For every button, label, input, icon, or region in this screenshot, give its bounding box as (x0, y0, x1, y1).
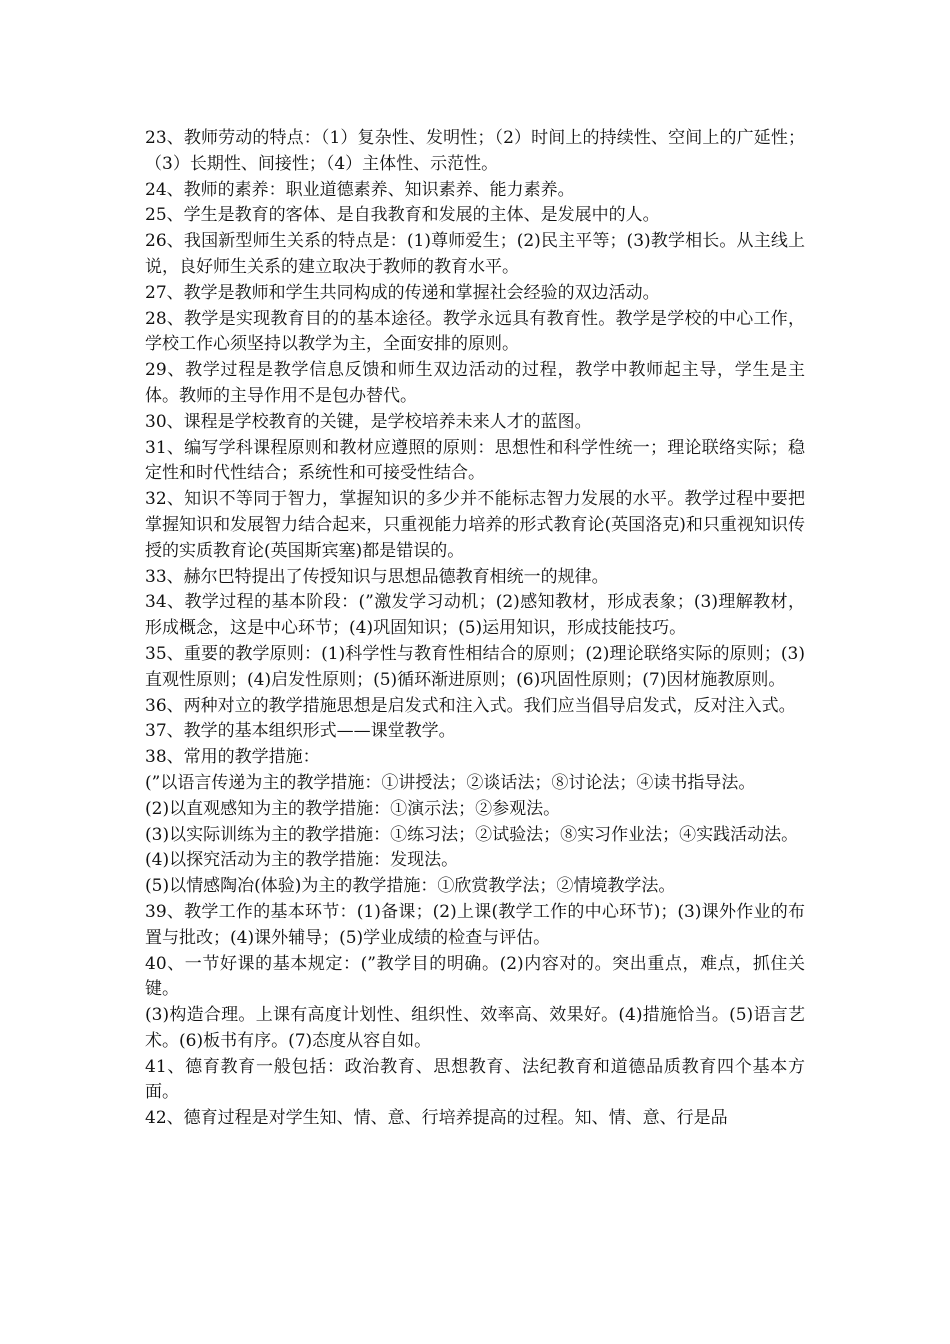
paragraph-40-continued: (3)构造合理。上课有高度计划性、组织性、效率高、效果好。(4)措施恰当。(5)语言艺术。(6)板书有序。(7)态度从容自如。 (145, 1005, 805, 1051)
paragraph-42: 42、德育过程是对学生知、情、意、行培养提高的过程。知、情、意、行是品 (145, 1108, 728, 1129)
paragraph-33: 33、赫尔巴特提出了传授知识与思想品德教育相统一的规律。 (145, 566, 609, 587)
paragraph-34: 34、教学过程的基本阶段：(”激发学习动机；(2)感知教材，形成表象；(3)理解教材，形成概念，这是中心环节；(4)巩固知识；(5)运用知识，形成技能技巧。 (145, 592, 805, 639)
paragraph-31: 31、编写学科课程原则和教材应遵照的原则：思想性和科学性统一；理论联络实际；稳定性和时代性结合；系统性和可接受性结合。 (145, 437, 805, 484)
paragraph-29: 29、教学过程是教学信息反馈和师生双边活动的过程，教学中教师起主导，学生是主体。教师的主导作用不是包办替代。 (145, 360, 805, 406)
paragraph-39: 39、教学工作的基本环节：(1)备课；(2)上课(教学工作的中心环节)；(3)课外作业的布置与批改；(4)课外辅导；(5)学业成绩的检查与评估。 (145, 901, 805, 948)
paragraph-38-item-2: (2)以直观感知为主的教学措施：①演示法；②参观法。 (145, 798, 561, 819)
paragraph-38-item-4: (4)以探究活动为主的教学措施：发现法。 (145, 850, 459, 871)
paragraph-30: 30、课程是学校教育的关键，是学校培养未来人才的蓝图。 (145, 411, 592, 432)
paragraph-35: 35、重要的教学原则：(1)科学性与教育性相结合的原则；(2)理论联络实际的原则；(3)直观性原则；(4)启发性原则；(5)循环渐进原则；(6)巩固性原则；(7)因材施教原则。 (145, 643, 805, 690)
paragraph-40: 40、一节好课的基本规定：(”教学目的明确。(2)内容对的。突出重点，难点，抓住关键。 (145, 953, 805, 1000)
paragraph-32: 32、知识不等同于智力，掌握知识的多少并不能标志智力发展的水平。教学过程中要把掌握知识和发展智力结合起来，只重视能力培养的形式教育论(英国洛克)和只重视知识传授的实质教育论(英国斯宾塞)都是错误的。 (145, 489, 805, 561)
paragraph-23: 23、教师劳动的特点：（1）复杂性、发明性；（2）时间上的持续性、空间上的广延性；（3）长期性、间接性；（4）主体性、示范性。 (145, 128, 805, 174)
paragraph-28: 28、教学是实现教育目的的基本途径。教学永远具有教育性。教学是学校的中心工作，学校工作心须坚持以教学为主，全面安排的原则。 (145, 308, 805, 355)
document-body (145, 126, 805, 1132)
paragraph-38-item-1: (”以语言传递为主的教学措施：①讲授法；②谈话法；⑧讨论法；④读书指导法。 (145, 772, 756, 793)
paragraph-24: 24、教师的素养：职业道德素养、知识素养、能力素养。 (145, 179, 575, 200)
paragraph-37: 37、教学的基本组织形式——课堂教学。 (145, 721, 456, 742)
paragraph-38-item-3: (3)以实际训练为主的教学措施：①练习法；②试验法；⑧实习作业法；④实践活动法。 (145, 824, 799, 845)
paragraph-27: 27、教学是教师和学生共同构成的传递和掌握社会经验的双边活动。 (145, 282, 660, 303)
paragraph-26: 26、我国新型师生关系的特点是：(1)尊师爱生；(2)民主平等；(3)教学相长。从主线上说，良好师生关系的建立取决于教师的教育水平。 (145, 231, 805, 277)
paragraph-25: 25、学生是教育的客体、是自我教育和发展的主体、是发展中的人。 (145, 205, 660, 226)
paragraph-41: 41、德育教育一般包括：政治教育、思想教育、法纪教育和道德品质教育四个基本方面。 (145, 1056, 805, 1103)
paragraph-36: 36、两种对立的教学措施思想是启发式和注入式。我们应当倡导启发式，反对注入式。 (145, 695, 796, 716)
paragraph-38: 38、常用的教学措施： (145, 747, 320, 768)
paragraph-38-item-5: (5)以情感陶冶(体验)为主的教学措施：①欣赏教学法；②情境教学法。 (145, 876, 676, 897)
